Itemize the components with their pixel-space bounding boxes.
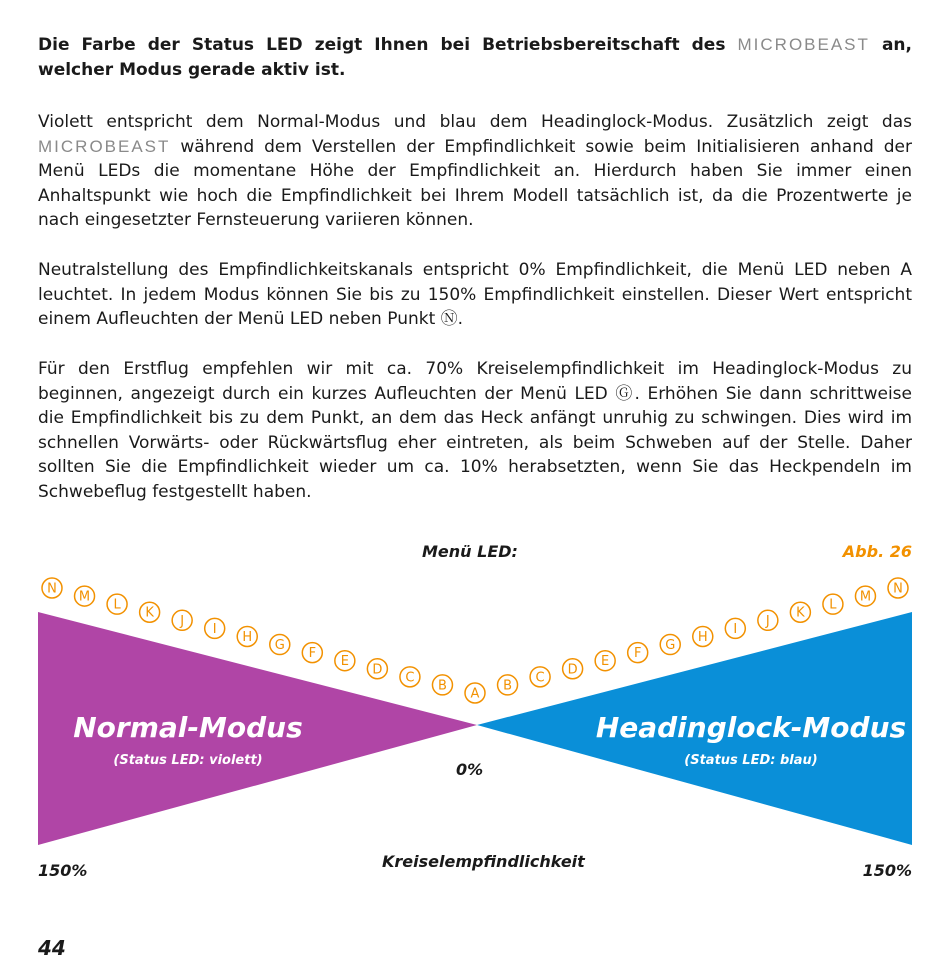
page-number: 44 xyxy=(38,936,66,960)
right-max-percent: 150% xyxy=(862,861,912,880)
led-letter-i: I xyxy=(212,621,217,637)
led-letter-a: A xyxy=(470,686,480,702)
led-n-symbol: Ⓝ xyxy=(440,309,458,329)
led-letter-n: N xyxy=(893,581,903,597)
led-letter-m: M xyxy=(78,589,91,605)
led-letter-e: E xyxy=(340,654,349,670)
figure-number: Abb. 26 xyxy=(842,542,912,561)
led-letter-j: J xyxy=(180,613,185,629)
led-letter-g: G xyxy=(665,638,676,654)
led-letter-h: H xyxy=(697,629,708,645)
led-letter-d: D xyxy=(372,662,383,678)
led-letter-d: D xyxy=(567,662,578,678)
led-letter-f: F xyxy=(308,646,317,662)
led-letter-j: J xyxy=(765,613,770,629)
led-letter-c: C xyxy=(535,670,545,686)
led-letter-b: B xyxy=(503,678,512,694)
normal-mode-label: Normal-Modus xyxy=(73,711,303,744)
neutral-paragraph: Neutralstellung des Empfindlichkeitskanals entspricht 0% Empfindlichkeit, die Menü LED neben A leuchtet. In jedem Modus können Sie bis zu 150% Empfindlichkeit einstellen. Dieser Wert entspricht einem Aufleuchten der Menü LED neben Punkt Ⓝ. xyxy=(38,260,912,329)
led-letter-g: G xyxy=(274,638,285,654)
mode-paragraph: Violett entspricht dem Normal-Modus und blau dem Headinglock-Modus. Zusätzlich zeigt das MICROBEAST während dem Verstellen der Empfindlichkeit sowie beim Initialisieren anhand der Menü LEDs die momentane Höhe der Empfindlichkeit an. Hierdurch haben Sie immer einen Anhaltspunkt wie hoch die Empfindlichkeit bei Ihrem Modell tatsächlich ist, da die Prozentwerte je nach eingesetzter Fernsteuerung variieren können. xyxy=(38,112,912,230)
led-letter-l: L xyxy=(829,597,837,613)
led-letter-b: B xyxy=(438,678,447,694)
led-letter-c: C xyxy=(405,670,415,686)
led-letter-k: K xyxy=(145,605,154,621)
led-letter-n: N xyxy=(47,581,57,597)
normal-status-label: (Status LED: violett) xyxy=(113,753,263,768)
led-letter-h: H xyxy=(242,629,253,645)
headinglock-status-label: (Status LED: blau) xyxy=(684,753,818,768)
axis-label: Kreiselempfindlichkeit xyxy=(382,852,585,871)
led-letter-m: M xyxy=(859,589,872,605)
figure-title: Menü LED: xyxy=(422,542,518,561)
led-letter-e: E xyxy=(601,654,610,670)
led-g-symbol: Ⓖ xyxy=(615,383,635,404)
led-letter-k: K xyxy=(796,605,805,621)
zero-percent-label: 0% xyxy=(456,760,484,779)
firstflight-paragraph: Für den Erstflug empfehlen wir mit ca. 70% Kreiselempfindlichkeit im Headinglock-Modus zu beginnen, angezeigt durch ein kurzes Aufleuchten der Menü LED Ⓖ. Erhöhen Sie dann schrittweise die Empfindlichkeit bis zu dem Punkt, an dem das Heck anfängt unruhig zu schwingen. Dies wird im schnellen Vorwärts- oder Rückwärtsflug eher eintreten, als beim Schweben auf der Stelle. Daher sollten Sie die Empfindlichkeit wieder um ca. 10% herabsetzten, wenn Sie das Heckpendeln im Schwebeflug festgestellt haben. xyxy=(38,359,912,502)
intro-paragraph: Die Farbe der Status LED zeigt Ihnen bei Betriebsbereitschaft des MICROBEAST an, welcher Modus gerade aktiv ist. xyxy=(38,35,912,80)
led-letter-i: I xyxy=(733,621,738,637)
led-letter-l: L xyxy=(113,597,121,613)
sensitivity-diagram xyxy=(0,560,950,850)
microbeast-brand: MICROBEAST xyxy=(737,35,870,54)
microbeast-brand: MICROBEAST xyxy=(38,136,171,156)
led-letter-f: F xyxy=(633,646,642,662)
left-max-percent: 150% xyxy=(38,861,88,880)
headinglock-mode-label: Headinglock-Modus xyxy=(595,711,907,744)
